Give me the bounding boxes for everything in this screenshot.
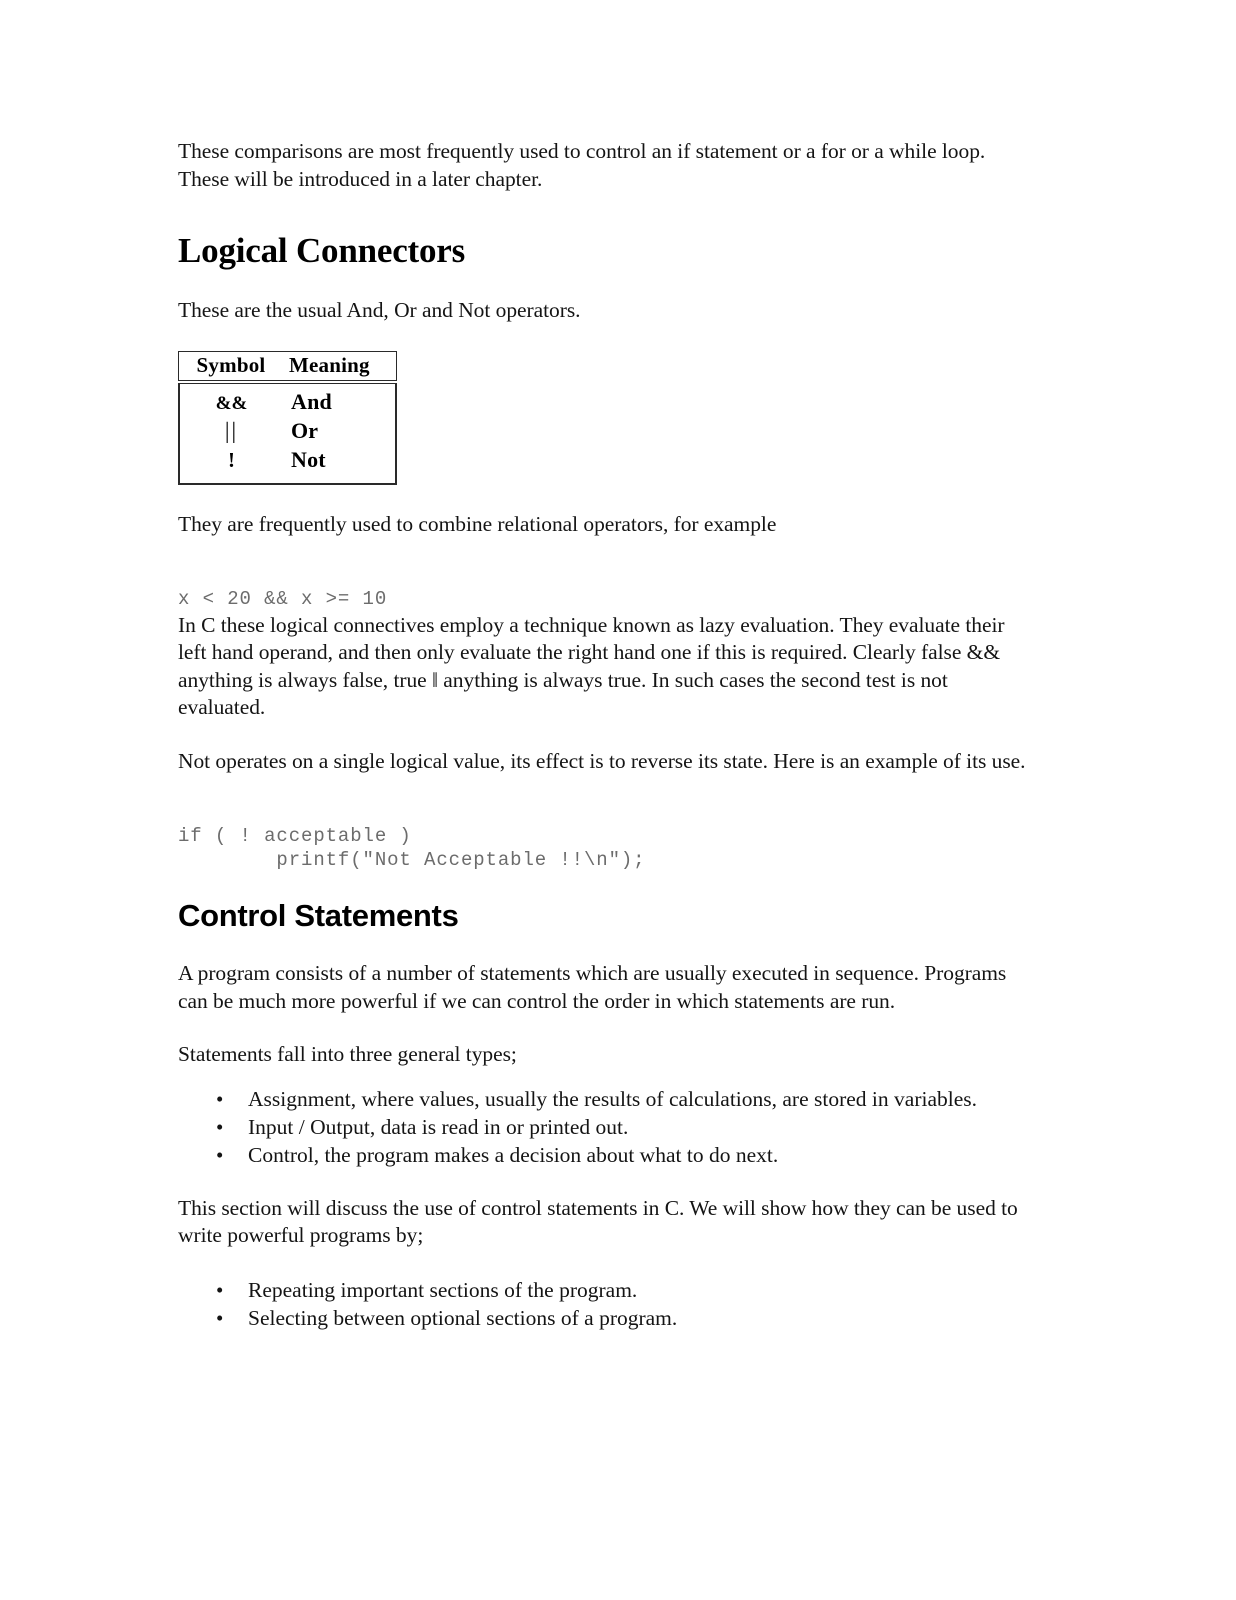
spacer bbox=[178, 271, 1028, 297]
list-capabilities bbox=[178, 1276, 1028, 1332]
spacer bbox=[178, 325, 1028, 351]
code-block-not-example-line2: printf("Not Acceptable !!\n"); bbox=[178, 848, 646, 871]
table-header-row bbox=[178, 351, 397, 381]
table-body bbox=[178, 383, 397, 485]
heading-control-statements: Control Statements bbox=[178, 898, 459, 933]
spacer bbox=[178, 775, 1028, 825]
table-row bbox=[180, 418, 395, 447]
list-item-label: Assignment, where values, usually the results of calculations, are stored in variables. bbox=[248, 1086, 978, 1111]
paragraph-operators-intro: These are the usual And, Or and Not operators. bbox=[178, 298, 581, 322]
cell-meaning: And bbox=[291, 388, 332, 414]
paragraph-not-operator: Not operates on a single logical value, its effect is to reverse its state. Here is an example of its use. bbox=[178, 748, 1026, 773]
list-item-label: Repeating important sections of the program. bbox=[248, 1277, 638, 1302]
list-item bbox=[178, 1085, 1028, 1113]
spacer bbox=[178, 1015, 1028, 1041]
spacer bbox=[178, 722, 1028, 748]
code-block-comparison: x < 20 && x >= 10 bbox=[178, 588, 388, 610]
spacer bbox=[178, 1169, 1028, 1195]
paragraph-lazy-evaluation: In C these logical connectives employ a technique known as lazy evaluation. They evaluate their left hand operand, and then only evaluate the right hand one if this is required. Clearly false && anything is always false, true ‖ anything is always true. In such cases the second test is not evaluated. bbox=[178, 612, 1005, 719]
paragraph-statement-types-lead: Statements fall into three general types; bbox=[178, 1042, 517, 1066]
spacer bbox=[178, 1250, 1028, 1276]
spacer bbox=[178, 1069, 1028, 1085]
spacer bbox=[178, 193, 1028, 231]
column-header-symbol: Symbol bbox=[196, 353, 266, 377]
bullet-icon: • bbox=[216, 1277, 224, 1302]
column-header-meaning: Meaning bbox=[289, 353, 370, 377]
spacer bbox=[178, 538, 1028, 588]
cell-symbol: && bbox=[215, 392, 248, 414]
symbol-meaning-table bbox=[178, 351, 397, 485]
list-statement-types bbox=[178, 1085, 1028, 1169]
bullet-icon: • bbox=[216, 1142, 224, 1167]
cell-meaning: Not bbox=[291, 446, 326, 472]
paragraph-intro: These comparisons are most frequently used to control an if statement or a for or a while loop. These will be introduced in a later chapter. bbox=[178, 139, 986, 191]
bullet-icon: • bbox=[216, 1114, 224, 1139]
list-item bbox=[178, 1304, 1028, 1332]
cell-symbol: ! bbox=[228, 447, 235, 472]
document-content bbox=[178, 138, 1028, 1332]
paragraph-combine-intro: They are frequently used to combine relational operators, for example bbox=[178, 511, 777, 536]
list-item bbox=[178, 1141, 1028, 1169]
table-row bbox=[180, 447, 395, 476]
list-item-label: Selecting between optional sections of a program. bbox=[248, 1305, 678, 1330]
bullet-icon: • bbox=[216, 1305, 224, 1330]
list-item bbox=[178, 1276, 1028, 1304]
cell-symbol: || bbox=[224, 417, 239, 443]
heading-logical-connectors: Logical Connectors bbox=[178, 231, 466, 270]
code-block-not-example-line1: if ( ! acceptable ) bbox=[178, 825, 412, 847]
table-row bbox=[180, 389, 395, 418]
spacer bbox=[178, 934, 1028, 960]
paragraph-section-discussion: This section will discuss the use of control statements in C. We will show how they can be used to write powerful programs by; bbox=[178, 1195, 1018, 1247]
spacer bbox=[178, 872, 1028, 898]
list-item bbox=[178, 1113, 1028, 1141]
spacer bbox=[178, 485, 1028, 511]
list-item-label: Control, the program makes a decision about what to do next. bbox=[248, 1142, 779, 1167]
cell-meaning: Or bbox=[291, 417, 319, 443]
paragraph-program-sequence: A program consists of a number of statements which are usually executed in sequence. Programs can be much more powerful if we can control the order in which statements are run. bbox=[178, 961, 1007, 1013]
list-item-label: Input / Output, data is read in or printed out. bbox=[248, 1114, 629, 1139]
bullet-icon: • bbox=[216, 1086, 224, 1111]
